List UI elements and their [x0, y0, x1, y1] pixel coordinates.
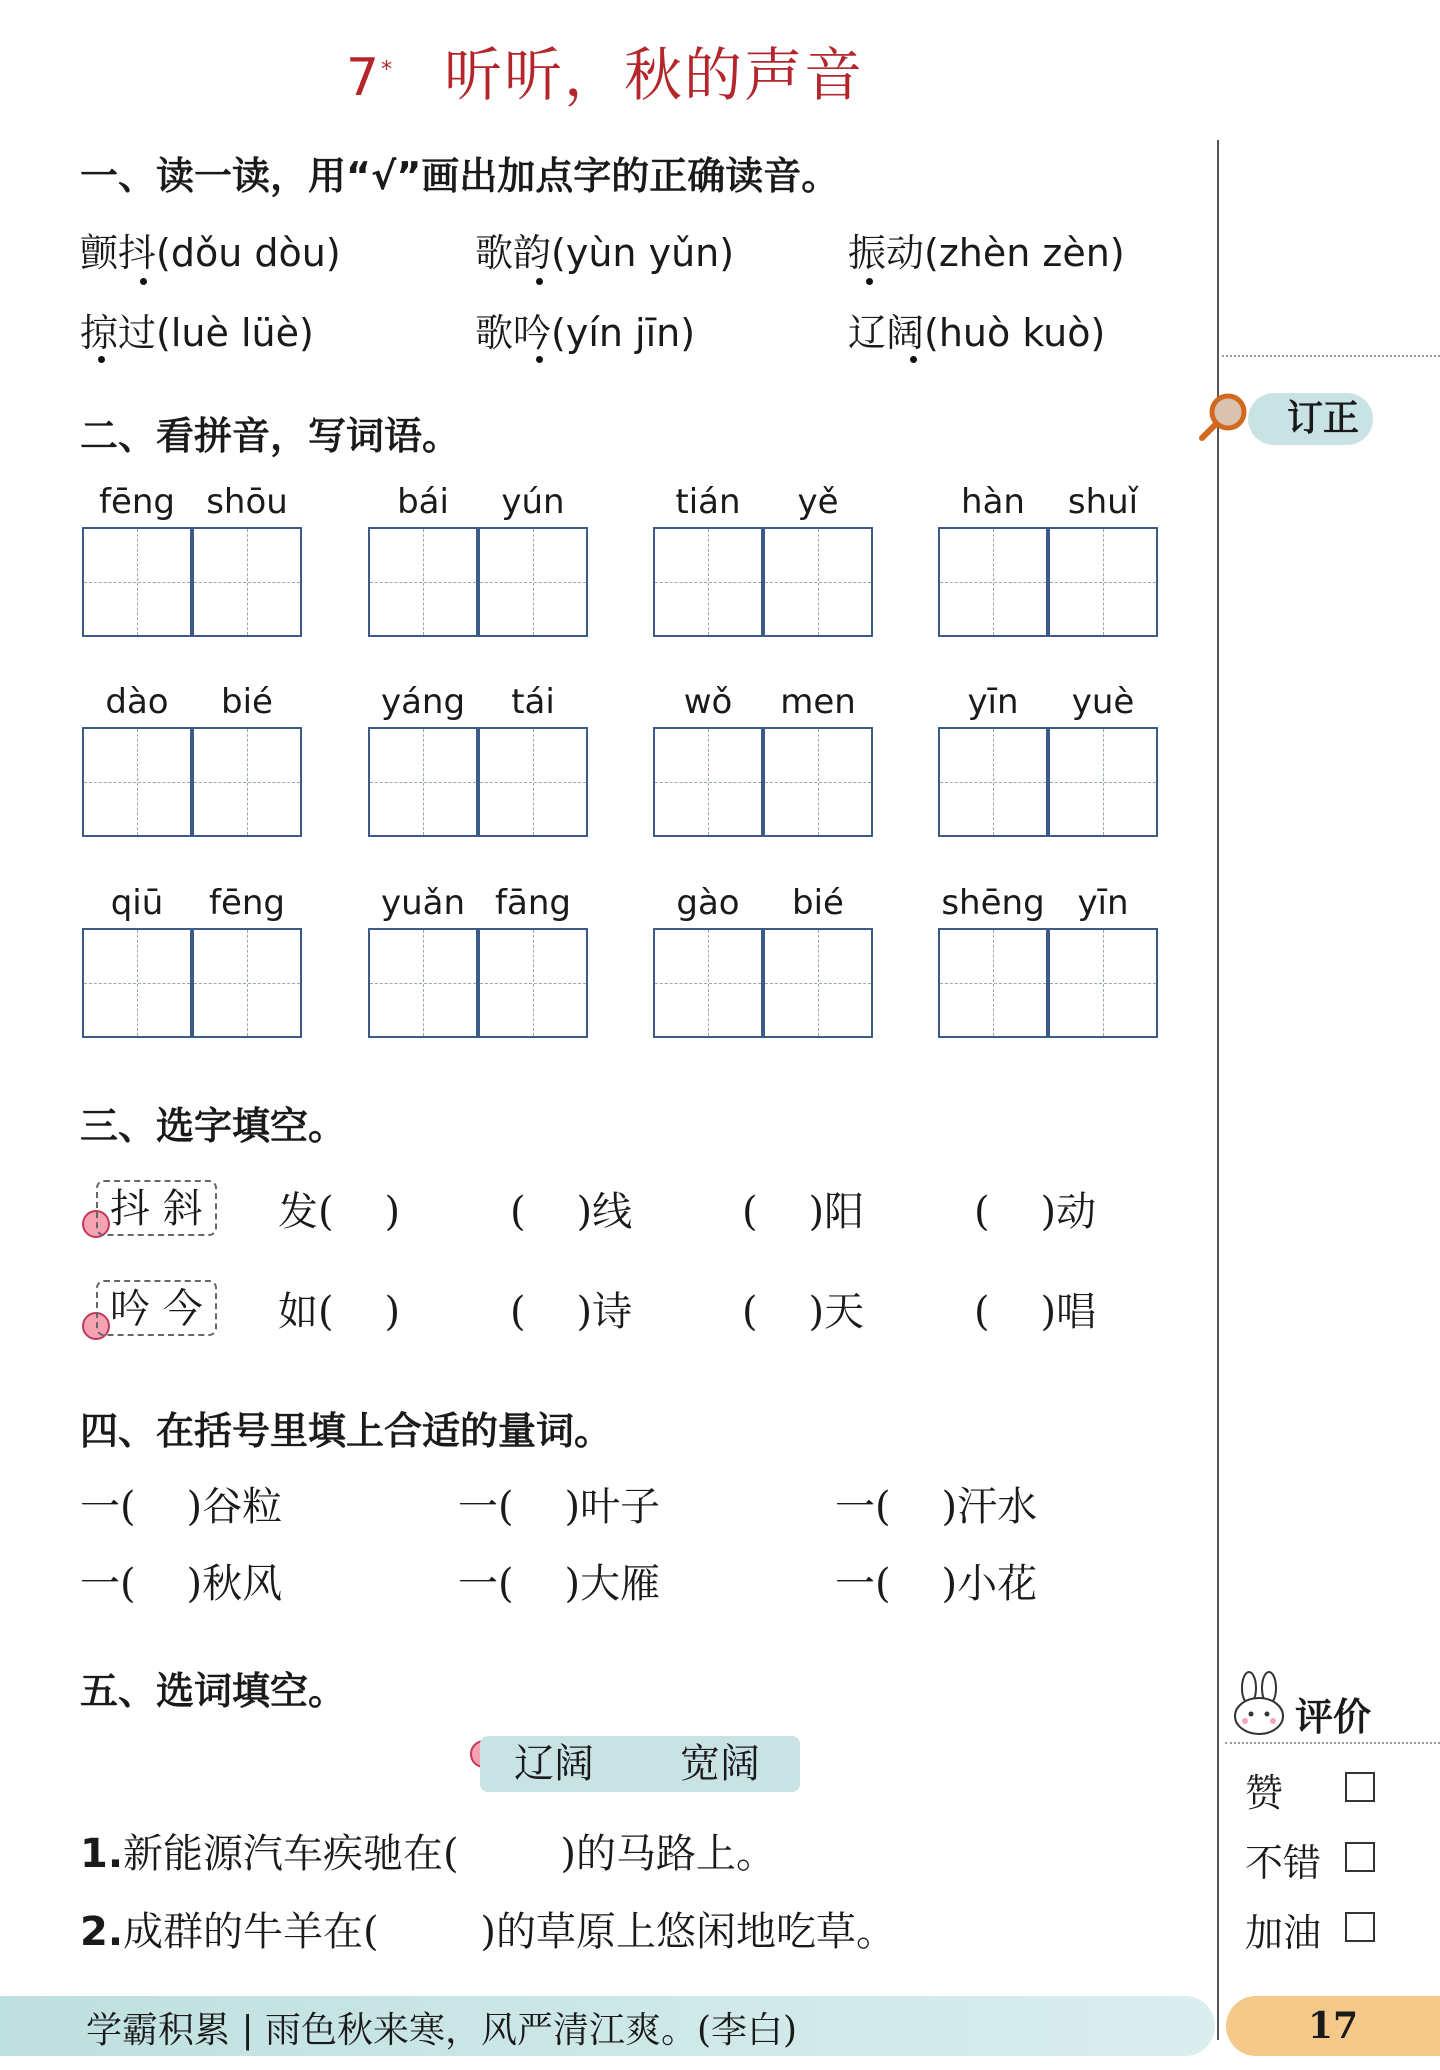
lesson-number: 7*	[345, 48, 395, 108]
pinyin-label: dào	[105, 682, 169, 722]
measure-word-blank[interactable]: 一( )大雁	[458, 1561, 661, 1607]
page-title	[0, 28, 1210, 112]
sentence-1[interactable]: 1.新能源汽车疾驰在( )的马路上。	[80, 1831, 776, 1877]
pinyin-label: fēng	[208, 883, 286, 923]
writing-box[interactable]	[82, 727, 192, 837]
pinyin-label: wǒ	[683, 682, 733, 722]
writing-box[interactable]	[192, 527, 302, 637]
writing-box[interactable]	[938, 527, 1048, 637]
pinyin-label: yuè	[1071, 682, 1135, 722]
writing-box[interactable]	[478, 928, 588, 1038]
pronunciation-item[interactable]: 颤抖(dǒu dòu)	[80, 231, 341, 275]
pinyin-label: men	[780, 682, 856, 722]
magnifier-icon	[1198, 390, 1250, 442]
measure-word-blank[interactable]: 一( )汗水	[835, 1484, 1038, 1530]
writing-box[interactable]	[763, 727, 873, 837]
pinyin-label: shēng	[941, 883, 1045, 923]
writing-box[interactable]	[478, 727, 588, 837]
pinyin-label: fāng	[495, 883, 571, 923]
pronunciation-item[interactable]: 歌韵(yùn yǔn)	[475, 231, 735, 275]
writing-box[interactable]	[1048, 527, 1158, 637]
writing-box[interactable]	[763, 928, 873, 1038]
section1-heading: 一、读一读，用“√”画出加点字的正确读音。	[80, 154, 840, 198]
pronunciation-item[interactable]: 振动(zhèn zèn)	[848, 231, 1125, 275]
writing-box[interactable]	[82, 527, 192, 637]
choice-box: 吟 今	[96, 1280, 217, 1336]
pronunciation-item[interactable]: 辽阔(huò kuò)	[848, 311, 1106, 355]
eval-label: 赞	[1245, 1771, 1284, 1815]
emphasis-dot	[140, 278, 147, 285]
pinyin-label: bái	[397, 482, 449, 522]
pinyin-label: bié	[221, 682, 273, 722]
pinyin-label: shuǐ	[1067, 482, 1139, 522]
writing-box[interactable]	[763, 527, 873, 637]
fill-blank[interactable]: 发( )	[278, 1189, 401, 1235]
pinyin-label: tái	[511, 682, 555, 722]
pronunciation-item[interactable]: 掠过(luè lüè)	[80, 311, 314, 355]
section3-heading: 三、选字填空。	[80, 1104, 347, 1148]
emphasis-dot	[98, 356, 105, 363]
pinyin-label: yuǎn	[380, 883, 466, 923]
emphasis-dot	[910, 356, 917, 363]
writing-box[interactable]	[1048, 727, 1158, 837]
evaluation-divider	[1225, 1742, 1440, 1744]
emphasis-dot	[866, 278, 873, 285]
pinyin-label: yún	[501, 482, 565, 522]
page-number: 17	[1226, 1996, 1440, 2056]
measure-word-blank[interactable]: 一( )小花	[835, 1561, 1038, 1607]
writing-box[interactable]	[938, 727, 1048, 837]
writing-box[interactable]	[192, 928, 302, 1038]
fill-blank[interactable]: ( )动	[974, 1189, 1097, 1235]
writing-box[interactable]	[653, 527, 763, 637]
pinyin-label: hàn	[961, 482, 1025, 522]
eval-checkbox[interactable]	[1345, 1772, 1375, 1802]
writing-box[interactable]	[1048, 928, 1158, 1038]
word-choice: 辽阔	[514, 1741, 594, 1787]
eval-label: 加油	[1245, 1911, 1322, 1955]
footer-quote: 学霸积累 | 雨色秋来寒，风严清江爽。(李白)	[86, 2010, 798, 2051]
pinyin-label: qiū	[110, 883, 164, 923]
fill-blank[interactable]: ( )线	[510, 1189, 633, 1235]
word-choice: 宽阔	[680, 1741, 760, 1787]
fill-blank[interactable]: 如( )	[278, 1289, 401, 1335]
writing-box[interactable]	[653, 727, 763, 837]
choice-box: 抖 斜	[96, 1180, 217, 1236]
pinyin-label: yīn	[1077, 883, 1129, 923]
correction-divider	[1222, 355, 1440, 357]
writing-box[interactable]	[82, 928, 192, 1038]
measure-word-blank[interactable]: 一( )秋风	[80, 1561, 283, 1607]
section4-heading: 四、在括号里填上合适的量词。	[80, 1409, 613, 1453]
pinyin-label: yīn	[967, 682, 1019, 722]
eval-label: 不错	[1245, 1841, 1322, 1885]
fill-blank[interactable]: ( )唱	[974, 1289, 1097, 1335]
correction-label: 订正	[1248, 393, 1373, 445]
pinyin-label: bié	[792, 883, 844, 923]
fill-blank[interactable]: ( )诗	[510, 1289, 633, 1335]
section5-heading: 五、选词填空。	[80, 1669, 347, 1713]
measure-word-blank[interactable]: 一( )叶子	[458, 1484, 661, 1530]
pinyin-label: yě	[797, 482, 839, 522]
word-choice-box	[480, 1736, 800, 1792]
pinyin-label: tián	[675, 482, 741, 522]
writing-box[interactable]	[192, 727, 302, 837]
fill-blank[interactable]: ( )阳	[742, 1189, 865, 1235]
eval-checkbox[interactable]	[1345, 1912, 1375, 1942]
pinyin-label: shōu	[206, 482, 288, 522]
writing-box[interactable]	[938, 928, 1048, 1038]
emphasis-dot	[536, 356, 543, 363]
pronunciation-item[interactable]: 歌吟(yín jīn)	[475, 311, 696, 355]
writing-box[interactable]	[368, 527, 478, 637]
pinyin-label: gào	[676, 883, 740, 923]
writing-box[interactable]	[478, 527, 588, 637]
eval-checkbox[interactable]	[1345, 1842, 1375, 1872]
writing-box[interactable]	[653, 928, 763, 1038]
evaluation-title: 评价	[1295, 1695, 1372, 1739]
fill-blank[interactable]: ( )天	[742, 1289, 865, 1335]
bunny-icon	[1225, 1670, 1295, 1740]
writing-box[interactable]	[368, 928, 478, 1038]
pinyin-label: yáng	[380, 682, 466, 722]
emphasis-dot	[536, 278, 543, 285]
measure-word-blank[interactable]: 一( )谷粒	[80, 1484, 283, 1530]
writing-box[interactable]	[368, 727, 478, 837]
lesson-title: 听听，秋的声音	[444, 41, 865, 109]
pinyin-label: fēng	[98, 482, 176, 522]
footer-banner	[0, 1996, 1215, 2056]
section2-heading: 二、看拼音，写词语。	[80, 414, 461, 458]
sentence-2[interactable]: 2.成群的牛羊在( )的草原上悠闲地吃草。	[80, 1909, 896, 1955]
